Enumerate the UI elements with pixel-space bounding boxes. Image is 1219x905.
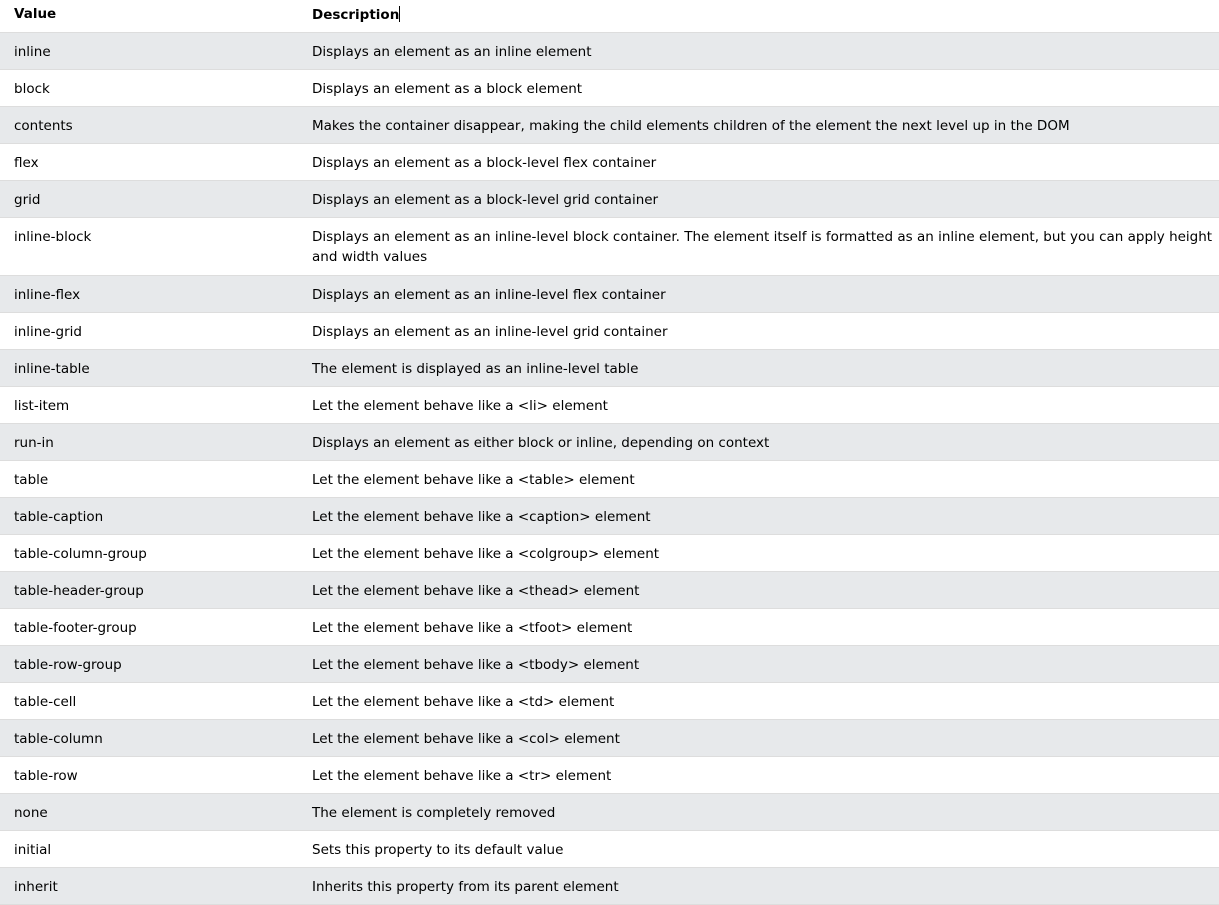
value-cell: inline-flex: [0, 275, 312, 312]
description-cell: The element is completely removed: [312, 793, 1219, 830]
table-row: [0, 275, 1219, 312]
description-cell: Let the element behave like a <tfoot> element: [312, 608, 1219, 645]
table-body: [0, 32, 1219, 904]
description-cell: The element is displayed as an inline-level table: [312, 349, 1219, 386]
description-cell: Inherits this property from its parent element: [312, 867, 1219, 904]
table-row: [0, 719, 1219, 756]
value-cell: inline-table: [0, 349, 312, 386]
table-row: [0, 386, 1219, 423]
table-row: [0, 312, 1219, 349]
table-row: [0, 830, 1219, 867]
value-cell: none: [0, 793, 312, 830]
description-cell: Displays an element as a block-level flex container: [312, 143, 1219, 180]
table-row: [0, 423, 1219, 460]
value-cell: inline-block: [0, 217, 312, 275]
table-row: [0, 793, 1219, 830]
table-row: [0, 756, 1219, 793]
value-cell: table-footer-group: [0, 608, 312, 645]
description-cell: Let the element behave like a <colgroup> element: [312, 534, 1219, 571]
description-cell: Let the element behave like a <tbody> element: [312, 645, 1219, 682]
description-cell: Displays an element as either block or inline, depending on context: [312, 423, 1219, 460]
table-row: [0, 645, 1219, 682]
table-row: [0, 608, 1219, 645]
value-cell: block: [0, 69, 312, 106]
description-cell: Displays an element as an inline-level block container. The element itself is formatted as an inline element, but you can apply height and width values: [312, 217, 1219, 275]
header-description-label: Description: [312, 7, 400, 23]
description-cell: Displays an element as an inline-level grid container: [312, 312, 1219, 349]
table-row: [0, 534, 1219, 571]
header-value: [0, 0, 312, 32]
description-cell: Let the element behave like a <td> element: [312, 682, 1219, 719]
table-row: [0, 497, 1219, 534]
value-cell: inline-grid: [0, 312, 312, 349]
text-cursor: [399, 6, 400, 22]
table-row: [0, 349, 1219, 386]
description-cell: Let the element behave like a <li> element: [312, 386, 1219, 423]
header-description: [312, 0, 1219, 32]
description-cell: Let the element behave like a <thead> element: [312, 571, 1219, 608]
description-cell: Let the element behave like a <table> element: [312, 460, 1219, 497]
description-cell: Let the element behave like a <caption> element: [312, 497, 1219, 534]
value-cell: table-cell: [0, 682, 312, 719]
table-row: [0, 106, 1219, 143]
description-cell: Displays an element as an inline-level flex container: [312, 275, 1219, 312]
description-cell: Makes the container disappear, making the child elements children of the element the next level up in the DOM: [312, 106, 1219, 143]
table-row: [0, 217, 1219, 275]
value-cell: inline: [0, 32, 312, 69]
value-cell: initial: [0, 830, 312, 867]
value-cell: table-row: [0, 756, 312, 793]
value-cell: table-column-group: [0, 534, 312, 571]
value-cell: contents: [0, 106, 312, 143]
table-row: [0, 32, 1219, 69]
value-cell: inherit: [0, 867, 312, 904]
description-cell: Let the element behave like a <col> element: [312, 719, 1219, 756]
description-cell: Sets this property to its default value: [312, 830, 1219, 867]
description-cell: Displays an element as a block-level grid container: [312, 180, 1219, 217]
description-cell: Let the element behave like a <tr> element: [312, 756, 1219, 793]
table-row: [0, 682, 1219, 719]
value-cell: list-item: [0, 386, 312, 423]
table-row: [0, 180, 1219, 217]
description-cell: Displays an element as a block element: [312, 69, 1219, 106]
description-cell: Displays an element as an inline element: [312, 32, 1219, 69]
table-row: [0, 460, 1219, 497]
header-value-label: Value: [14, 6, 57, 22]
value-cell: grid: [0, 180, 312, 217]
value-cell: table-column: [0, 719, 312, 756]
header-row: [0, 0, 1219, 32]
value-cell: run-in: [0, 423, 312, 460]
value-cell: table-caption: [0, 497, 312, 534]
table-header: [0, 0, 1219, 32]
table-row: [0, 69, 1219, 106]
table-row: [0, 143, 1219, 180]
value-cell: table-header-group: [0, 571, 312, 608]
value-cell: table-row-group: [0, 645, 312, 682]
table-row: [0, 571, 1219, 608]
value-cell: flex: [0, 143, 312, 180]
value-cell: table: [0, 460, 312, 497]
